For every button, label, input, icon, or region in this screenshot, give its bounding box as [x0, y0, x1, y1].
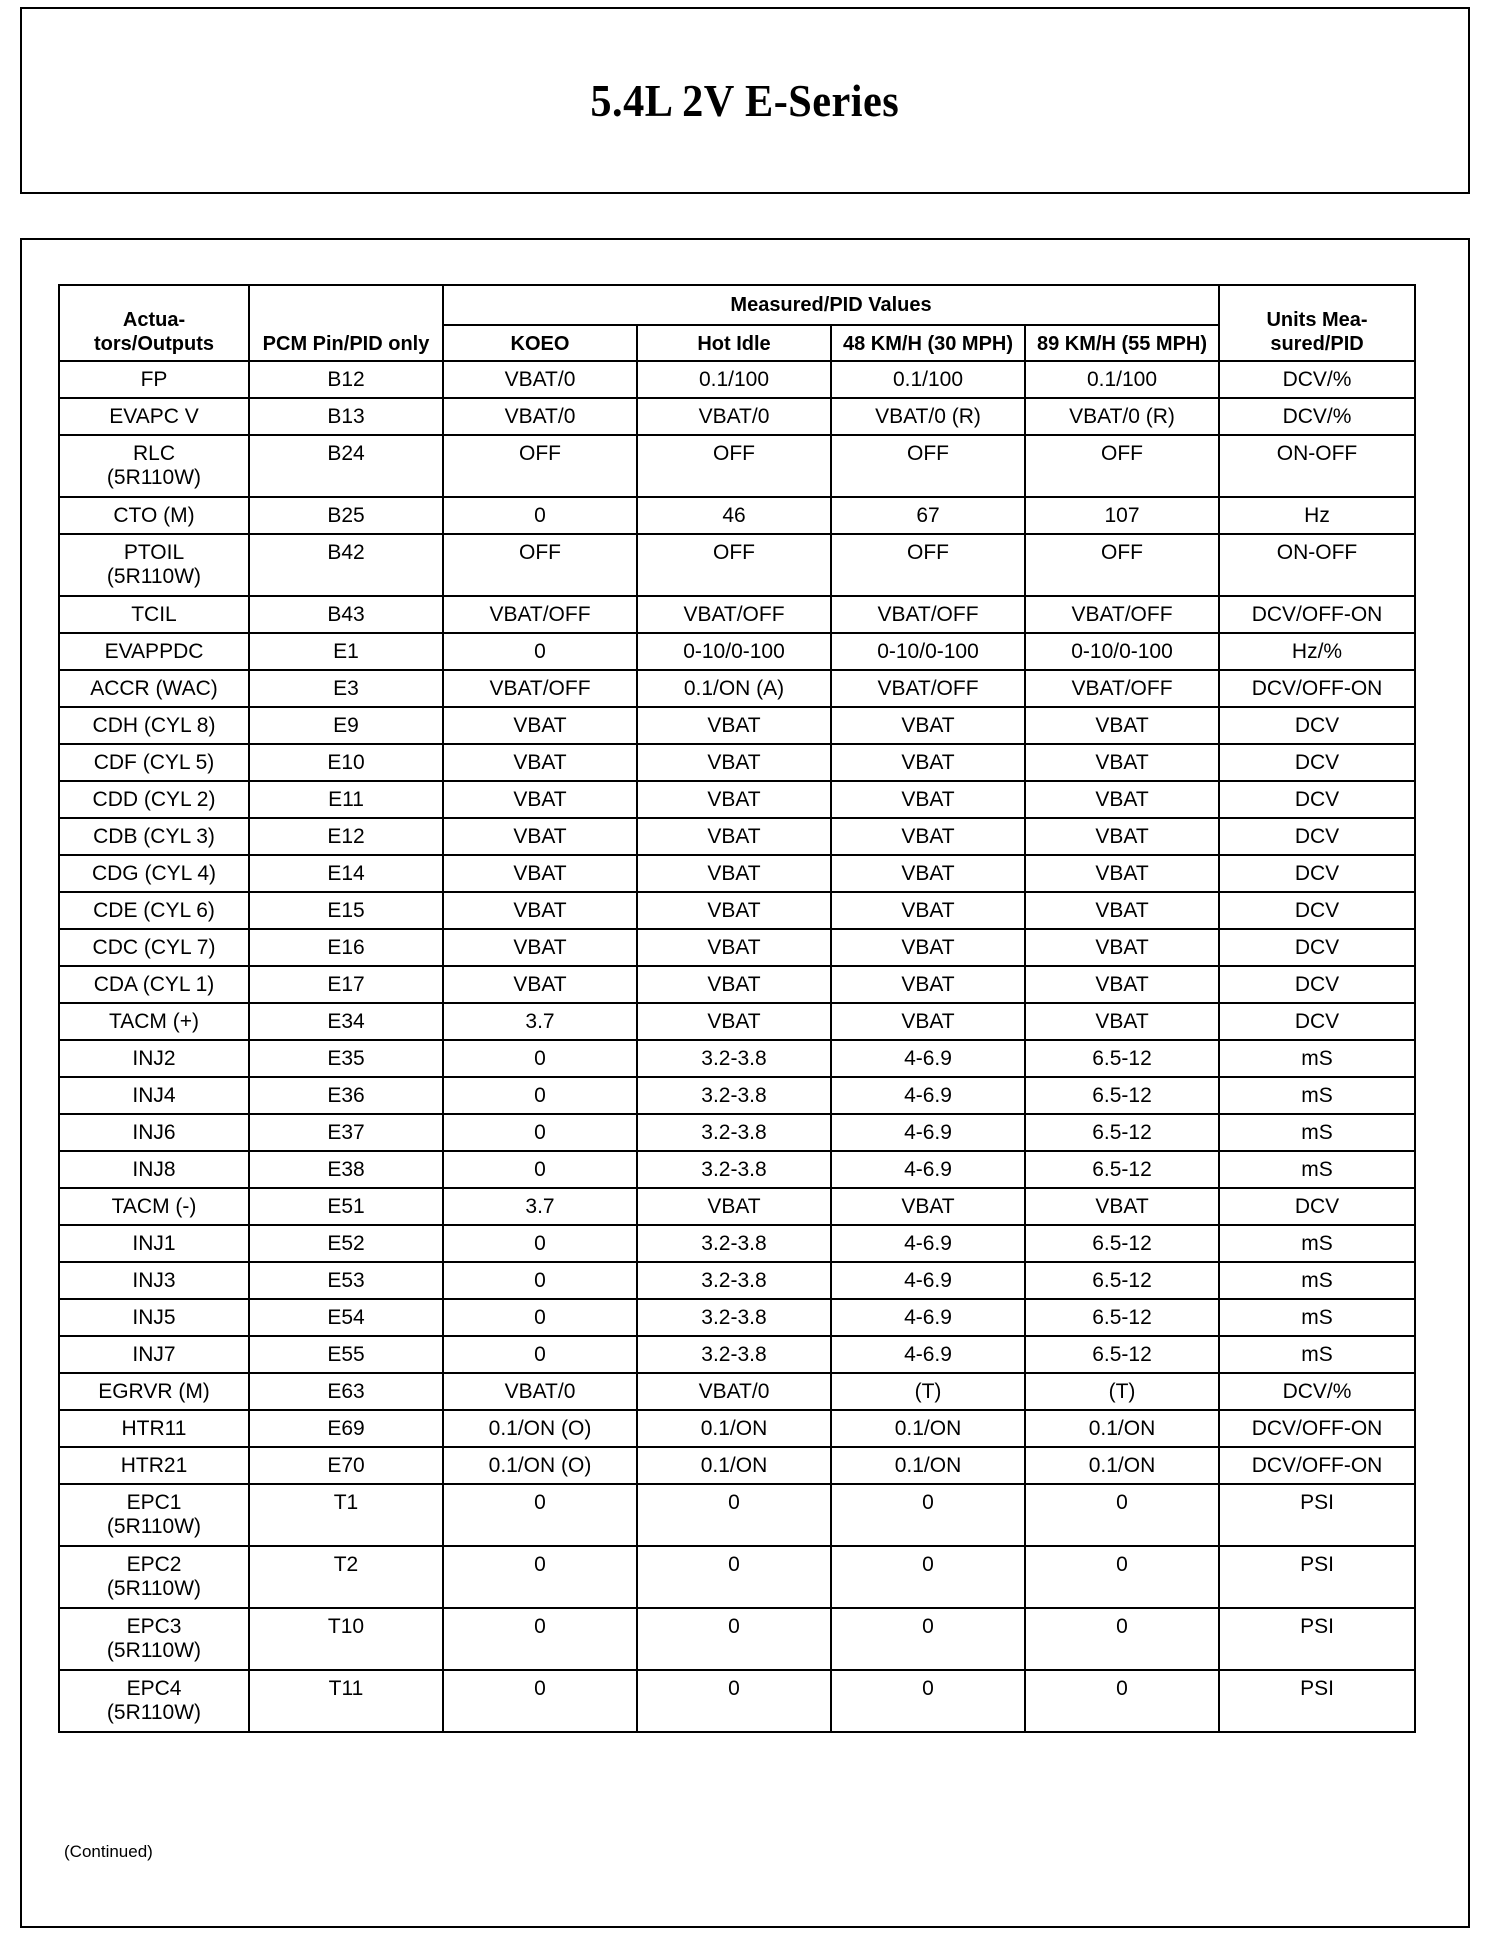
- cell-89kmh: 0.1/100: [1025, 361, 1219, 398]
- cell-48kmh: 4-6.9: [831, 1151, 1025, 1188]
- pid-values-table: [58, 284, 1416, 1733]
- cell-hot-idle: 0: [637, 1484, 831, 1546]
- cell-48kmh: 4-6.9: [831, 1077, 1025, 1114]
- cell-89kmh: VBAT: [1025, 818, 1219, 855]
- cell-48kmh: 0: [831, 1608, 1025, 1670]
- table-row: [59, 497, 1415, 534]
- cell-actuator: FP: [59, 361, 249, 398]
- cell-units: DCV: [1219, 781, 1415, 818]
- cell-pin: E69: [249, 1410, 443, 1447]
- cell-actuator: CDD (CYL 2): [59, 781, 249, 818]
- cell-units: DCV/OFF-ON: [1219, 596, 1415, 633]
- cell-pin: E15: [249, 892, 443, 929]
- cell-units: mS: [1219, 1262, 1415, 1299]
- cell-koeo: VBAT/0: [443, 1373, 637, 1410]
- cell-48kmh: 0-10/0-100: [831, 633, 1025, 670]
- header-48kmh: 48 KM/H (30 MPH): [831, 325, 1025, 361]
- cell-89kmh: 6.5-12: [1025, 1114, 1219, 1151]
- cell-koeo: 0: [443, 633, 637, 670]
- cell-units: PSI: [1219, 1670, 1415, 1732]
- cell-89kmh: 0.1/ON: [1025, 1447, 1219, 1484]
- cell-48kmh: 4-6.9: [831, 1040, 1025, 1077]
- cell-actuator: CDA (CYL 1): [59, 966, 249, 1003]
- table-row: [59, 892, 1415, 929]
- actuator-variant: (5R110W): [106, 466, 202, 489]
- cell-pin: E36: [249, 1077, 443, 1114]
- cell-89kmh: VBAT/OFF: [1025, 670, 1219, 707]
- cell-48kmh: 4-6.9: [831, 1225, 1025, 1262]
- cell-units: mS: [1219, 1336, 1415, 1373]
- cell-48kmh: 0: [831, 1670, 1025, 1732]
- cell-units: mS: [1219, 1040, 1415, 1077]
- cell-48kmh: VBAT: [831, 855, 1025, 892]
- cell-hot-idle: 0.1/ON: [637, 1447, 831, 1484]
- cell-koeo: VBAT: [443, 818, 637, 855]
- cell-koeo: VBAT/0: [443, 361, 637, 398]
- cell-hot-idle: VBAT: [637, 1188, 831, 1225]
- table-row: [59, 1484, 1415, 1546]
- cell-89kmh: 6.5-12: [1025, 1299, 1219, 1336]
- cell-hot-idle: 3.2-3.8: [637, 1299, 831, 1336]
- cell-hot-idle: VBAT: [637, 818, 831, 855]
- cell-89kmh: 6.5-12: [1025, 1262, 1219, 1299]
- cell-48kmh: VBAT: [831, 1188, 1025, 1225]
- actuator-name: EPC1: [126, 1491, 182, 1514]
- cell-hot-idle: VBAT/0: [637, 1373, 831, 1410]
- cell-pin: E55: [249, 1336, 443, 1373]
- cell-pin: B42: [249, 534, 443, 596]
- cell-pin: E37: [249, 1114, 443, 1151]
- cell-pin: E70: [249, 1447, 443, 1484]
- table-row: [59, 1040, 1415, 1077]
- cell-hot-idle: OFF: [637, 534, 831, 596]
- cell-48kmh: 4-6.9: [831, 1336, 1025, 1373]
- cell-pin: E34: [249, 1003, 443, 1040]
- cell-89kmh: 6.5-12: [1025, 1151, 1219, 1188]
- cell-48kmh: VBAT: [831, 707, 1025, 744]
- cell-89kmh: 0: [1025, 1546, 1219, 1608]
- cell-hot-idle: VBAT: [637, 892, 831, 929]
- table-row: [59, 1546, 1415, 1608]
- cell-pin: E54: [249, 1299, 443, 1336]
- cell-89kmh: VBAT: [1025, 929, 1219, 966]
- cell-hot-idle: 3.2-3.8: [637, 1077, 831, 1114]
- cell-pin: T1: [249, 1484, 443, 1546]
- title-box: [20, 7, 1470, 194]
- cell-48kmh: VBAT/OFF: [831, 670, 1025, 707]
- cell-koeo: VBAT: [443, 892, 637, 929]
- table-row: [59, 1077, 1415, 1114]
- table-row: [59, 1670, 1415, 1732]
- cell-units: DCV: [1219, 1188, 1415, 1225]
- cell-koeo: 0: [443, 497, 637, 534]
- cell-koeo: VBAT: [443, 744, 637, 781]
- actuator-name: EPC2: [126, 1553, 182, 1576]
- cell-koeo: 0: [443, 1546, 637, 1608]
- cell-48kmh: 0.1/ON: [831, 1447, 1025, 1484]
- cell-actuator: CDE (CYL 6): [59, 892, 249, 929]
- table-row: [59, 1003, 1415, 1040]
- table-row: [59, 707, 1415, 744]
- cell-actuator: CTO (M): [59, 497, 249, 534]
- cell-actuator: TACM (+): [59, 1003, 249, 1040]
- cell-89kmh: VBAT: [1025, 744, 1219, 781]
- cell-units: ON-OFF: [1219, 534, 1415, 596]
- table-row: [59, 744, 1415, 781]
- cell-pin: E10: [249, 744, 443, 781]
- cell-pin: T11: [249, 1670, 443, 1732]
- cell-koeo: 0: [443, 1670, 637, 1732]
- cell-hot-idle: 0.1/ON (A): [637, 670, 831, 707]
- cell-hot-idle: 3.2-3.8: [637, 1225, 831, 1262]
- cell-hot-idle: 3.2-3.8: [637, 1114, 831, 1151]
- cell-48kmh: VBAT: [831, 781, 1025, 818]
- cell-89kmh: 107: [1025, 497, 1219, 534]
- cell-actuator: HTR21: [59, 1447, 249, 1484]
- cell-pin: B25: [249, 497, 443, 534]
- cell-89kmh: 0.1/ON: [1025, 1410, 1219, 1447]
- cell-89kmh: VBAT: [1025, 892, 1219, 929]
- cell-48kmh: 0.1/100: [831, 361, 1025, 398]
- cell-actuator: INJ3: [59, 1262, 249, 1299]
- cell-hot-idle: VBAT: [637, 744, 831, 781]
- cell-koeo: OFF: [443, 435, 637, 497]
- table-row: [59, 435, 1415, 497]
- cell-hot-idle: VBAT/0: [637, 398, 831, 435]
- cell-koeo: 0.1/ON (O): [443, 1410, 637, 1447]
- cell-hot-idle: 3.2-3.8: [637, 1151, 831, 1188]
- cell-actuator: INJ2: [59, 1040, 249, 1077]
- cell-pin: E3: [249, 670, 443, 707]
- cell-hot-idle: 3.2-3.8: [637, 1336, 831, 1373]
- cell-48kmh: 4-6.9: [831, 1299, 1025, 1336]
- cell-koeo: VBAT/OFF: [443, 596, 637, 633]
- cell-koeo: 0: [443, 1077, 637, 1114]
- cell-hot-idle: 3.2-3.8: [637, 1040, 831, 1077]
- cell-actuator: CDG (CYL 4): [59, 855, 249, 892]
- cell-koeo: 0: [443, 1225, 637, 1262]
- cell-hot-idle: VBAT: [637, 929, 831, 966]
- actuator-variant: (5R110W): [106, 565, 202, 588]
- cell-pin: B43: [249, 596, 443, 633]
- actuator-name: RLC: [132, 442, 175, 465]
- header-actuators: Actua-tors/Outputs: [59, 285, 249, 361]
- cell-48kmh: OFF: [831, 534, 1025, 596]
- cell-actuator: INJ6: [59, 1114, 249, 1151]
- cell-koeo: 3.7: [443, 1188, 637, 1225]
- table-row: [59, 1299, 1415, 1336]
- cell-hot-idle: VBAT: [637, 707, 831, 744]
- cell-units: DCV/%: [1219, 1373, 1415, 1410]
- cell-hot-idle: 0: [637, 1670, 831, 1732]
- table-row: [59, 1225, 1415, 1262]
- cell-pin: T10: [249, 1608, 443, 1670]
- cell-pin: B12: [249, 361, 443, 398]
- cell-89kmh: VBAT/0 (R): [1025, 398, 1219, 435]
- header-hot-idle: Hot Idle: [637, 325, 831, 361]
- cell-pin: E12: [249, 818, 443, 855]
- cell-units: mS: [1219, 1225, 1415, 1262]
- cell-koeo: VBAT: [443, 781, 637, 818]
- cell-actuator: ACCR (WAC): [59, 670, 249, 707]
- cell-actuator: [59, 1484, 249, 1546]
- cell-89kmh: VBAT: [1025, 1003, 1219, 1040]
- table-row: [59, 966, 1415, 1003]
- cell-actuator: INJ5: [59, 1299, 249, 1336]
- cell-hot-idle: VBAT: [637, 855, 831, 892]
- cell-units: mS: [1219, 1114, 1415, 1151]
- cell-48kmh: 67: [831, 497, 1025, 534]
- actuator-variant: (5R110W): [106, 1639, 202, 1662]
- cell-koeo: 0: [443, 1040, 637, 1077]
- cell-actuator: INJ7: [59, 1336, 249, 1373]
- cell-hot-idle: 0-10/0-100: [637, 633, 831, 670]
- table-row: [59, 398, 1415, 435]
- cell-89kmh: VBAT: [1025, 855, 1219, 892]
- cell-actuator: [59, 435, 249, 497]
- cell-units: Hz/%: [1219, 633, 1415, 670]
- cell-pin: E1: [249, 633, 443, 670]
- cell-hot-idle: VBAT/OFF: [637, 596, 831, 633]
- cell-actuator: HTR11: [59, 1410, 249, 1447]
- cell-89kmh: VBAT: [1025, 707, 1219, 744]
- cell-hot-idle: 0: [637, 1546, 831, 1608]
- cell-48kmh: VBAT/0 (R): [831, 398, 1025, 435]
- cell-89kmh: VBAT: [1025, 781, 1219, 818]
- cell-actuator: CDB (CYL 3): [59, 818, 249, 855]
- cell-pin: E11: [249, 781, 443, 818]
- cell-actuator: [59, 1670, 249, 1732]
- cell-48kmh: VBAT: [831, 744, 1025, 781]
- table-row: [59, 1447, 1415, 1484]
- cell-89kmh: OFF: [1025, 534, 1219, 596]
- header-pcm-pin: PCM Pin/PID only: [249, 285, 443, 361]
- cell-units: DCV: [1219, 707, 1415, 744]
- header-89kmh: 89 KM/H (55 MPH): [1025, 325, 1219, 361]
- cell-48kmh: 4-6.9: [831, 1262, 1025, 1299]
- cell-koeo: 0: [443, 1608, 637, 1670]
- cell-actuator: CDC (CYL 7): [59, 929, 249, 966]
- cell-pin: E9: [249, 707, 443, 744]
- cell-hot-idle: VBAT: [637, 781, 831, 818]
- cell-actuator: [59, 534, 249, 596]
- table-row: [59, 633, 1415, 670]
- cell-koeo: 0: [443, 1484, 637, 1546]
- cell-48kmh: 0: [831, 1546, 1025, 1608]
- cell-units: PSI: [1219, 1484, 1415, 1546]
- cell-pin: E16: [249, 929, 443, 966]
- cell-koeo: 0: [443, 1336, 637, 1373]
- cell-koeo: VBAT/OFF: [443, 670, 637, 707]
- cell-48kmh: (T): [831, 1373, 1025, 1410]
- cell-koeo: 0: [443, 1262, 637, 1299]
- cell-89kmh: (T): [1025, 1373, 1219, 1410]
- cell-koeo: VBAT: [443, 855, 637, 892]
- continued-note: (Continued): [64, 1842, 153, 1861]
- cell-units: DCV: [1219, 892, 1415, 929]
- cell-pin: B24: [249, 435, 443, 497]
- cell-koeo: VBAT: [443, 966, 637, 1003]
- cell-pin: B13: [249, 398, 443, 435]
- cell-actuator: TACM (-): [59, 1188, 249, 1225]
- cell-actuator: EVAPPDC: [59, 633, 249, 670]
- cell-units: DCV: [1219, 855, 1415, 892]
- cell-units: DCV: [1219, 966, 1415, 1003]
- actuator-name: PTOIL: [123, 541, 185, 564]
- cell-hot-idle: 0.1/ON: [637, 1410, 831, 1447]
- actuator-variant: (5R110W): [106, 1701, 202, 1724]
- cell-units: DCV: [1219, 744, 1415, 781]
- cell-koeo: 0: [443, 1114, 637, 1151]
- cell-89kmh: 6.5-12: [1025, 1336, 1219, 1373]
- cell-units: DCV/OFF-ON: [1219, 670, 1415, 707]
- cell-units: DCV/%: [1219, 361, 1415, 398]
- cell-units: PSI: [1219, 1546, 1415, 1608]
- cell-koeo: VBAT: [443, 929, 637, 966]
- table-row: [59, 1410, 1415, 1447]
- cell-units: mS: [1219, 1077, 1415, 1114]
- cell-units: mS: [1219, 1299, 1415, 1336]
- cell-pin: E63: [249, 1373, 443, 1410]
- cell-89kmh: 6.5-12: [1025, 1040, 1219, 1077]
- cell-koeo: VBAT/0: [443, 398, 637, 435]
- cell-pin: E38: [249, 1151, 443, 1188]
- cell-89kmh: 6.5-12: [1025, 1077, 1219, 1114]
- table-row: [59, 929, 1415, 966]
- page-title: 5.4L 2V E-Series: [590, 75, 900, 126]
- header-koeo: KOEO: [443, 325, 637, 361]
- cell-89kmh: VBAT: [1025, 966, 1219, 1003]
- cell-units: mS: [1219, 1151, 1415, 1188]
- table-row: [59, 1262, 1415, 1299]
- cell-89kmh: 0: [1025, 1608, 1219, 1670]
- cell-pin: E51: [249, 1188, 443, 1225]
- cell-89kmh: 0-10/0-100: [1025, 633, 1219, 670]
- cell-89kmh: VBAT: [1025, 1188, 1219, 1225]
- cell-48kmh: 4-6.9: [831, 1114, 1025, 1151]
- cell-48kmh: 0: [831, 1484, 1025, 1546]
- content-box: [20, 238, 1470, 1928]
- table-row: [59, 818, 1415, 855]
- cell-koeo: 0: [443, 1151, 637, 1188]
- cell-actuator: [59, 1546, 249, 1608]
- cell-pin: E17: [249, 966, 443, 1003]
- cell-48kmh: VBAT/OFF: [831, 596, 1025, 633]
- cell-hot-idle: 0.1/100: [637, 361, 831, 398]
- cell-units: Hz: [1219, 497, 1415, 534]
- cell-pin: T2: [249, 1546, 443, 1608]
- actuator-name: EPC3: [126, 1615, 182, 1638]
- actuator-name: EPC4: [126, 1677, 182, 1700]
- cell-hot-idle: VBAT: [637, 966, 831, 1003]
- cell-48kmh: VBAT: [831, 929, 1025, 966]
- cell-89kmh: 0: [1025, 1670, 1219, 1732]
- table-row: [59, 1151, 1415, 1188]
- table-row: [59, 1188, 1415, 1225]
- header-units: Units Mea-sured/PID: [1219, 285, 1415, 361]
- cell-89kmh: 0: [1025, 1484, 1219, 1546]
- cell-units: DCV: [1219, 818, 1415, 855]
- table-row: [59, 781, 1415, 818]
- cell-koeo: 3.7: [443, 1003, 637, 1040]
- cell-actuator: CDH (CYL 8): [59, 707, 249, 744]
- cell-89kmh: OFF: [1025, 435, 1219, 497]
- cell-89kmh: 6.5-12: [1025, 1225, 1219, 1262]
- actuator-variant: (5R110W): [106, 1515, 202, 1538]
- cell-actuator: [59, 1608, 249, 1670]
- cell-actuator: INJ1: [59, 1225, 249, 1262]
- table-row: [59, 1114, 1415, 1151]
- cell-koeo: 0: [443, 1299, 637, 1336]
- cell-pin: E14: [249, 855, 443, 892]
- header-measured-group: Measured/PID Values: [443, 285, 1219, 325]
- cell-48kmh: VBAT: [831, 892, 1025, 929]
- actuator-variant: (5R110W): [106, 1577, 202, 1600]
- cell-units: DCV: [1219, 929, 1415, 966]
- cell-actuator: EVAPC V: [59, 398, 249, 435]
- table-row: [59, 855, 1415, 892]
- table-row: [59, 534, 1415, 596]
- cell-hot-idle: 3.2-3.8: [637, 1262, 831, 1299]
- table-row: [59, 596, 1415, 633]
- cell-89kmh: VBAT/OFF: [1025, 596, 1219, 633]
- cell-pin: E35: [249, 1040, 443, 1077]
- cell-actuator: CDF (CYL 5): [59, 744, 249, 781]
- cell-koeo: 0.1/ON (O): [443, 1447, 637, 1484]
- cell-pin: E52: [249, 1225, 443, 1262]
- cell-pin: E53: [249, 1262, 443, 1299]
- cell-48kmh: OFF: [831, 435, 1025, 497]
- cell-48kmh: VBAT: [831, 966, 1025, 1003]
- cell-hot-idle: VBAT: [637, 1003, 831, 1040]
- cell-48kmh: VBAT: [831, 1003, 1025, 1040]
- cell-units: DCV/OFF-ON: [1219, 1447, 1415, 1484]
- cell-actuator: INJ8: [59, 1151, 249, 1188]
- cell-actuator: TCIL: [59, 596, 249, 633]
- cell-units: ON-OFF: [1219, 435, 1415, 497]
- cell-actuator: INJ4: [59, 1077, 249, 1114]
- cell-koeo: OFF: [443, 534, 637, 596]
- cell-units: DCV/OFF-ON: [1219, 1410, 1415, 1447]
- cell-hot-idle: OFF: [637, 435, 831, 497]
- cell-units: PSI: [1219, 1608, 1415, 1670]
- cell-units: DCV: [1219, 1003, 1415, 1040]
- table-row: [59, 1336, 1415, 1373]
- cell-48kmh: VBAT: [831, 818, 1025, 855]
- table-row: [59, 1373, 1415, 1410]
- cell-48kmh: 0.1/ON: [831, 1410, 1025, 1447]
- table-row: [59, 670, 1415, 707]
- cell-hot-idle: 0: [637, 1608, 831, 1670]
- cell-actuator: EGRVR (M): [59, 1373, 249, 1410]
- table-row: [59, 361, 1415, 398]
- table-row: [59, 1608, 1415, 1670]
- table-body: [59, 361, 1415, 1732]
- cell-hot-idle: 46: [637, 497, 831, 534]
- cell-koeo: VBAT: [443, 707, 637, 744]
- cell-units: DCV/%: [1219, 398, 1415, 435]
